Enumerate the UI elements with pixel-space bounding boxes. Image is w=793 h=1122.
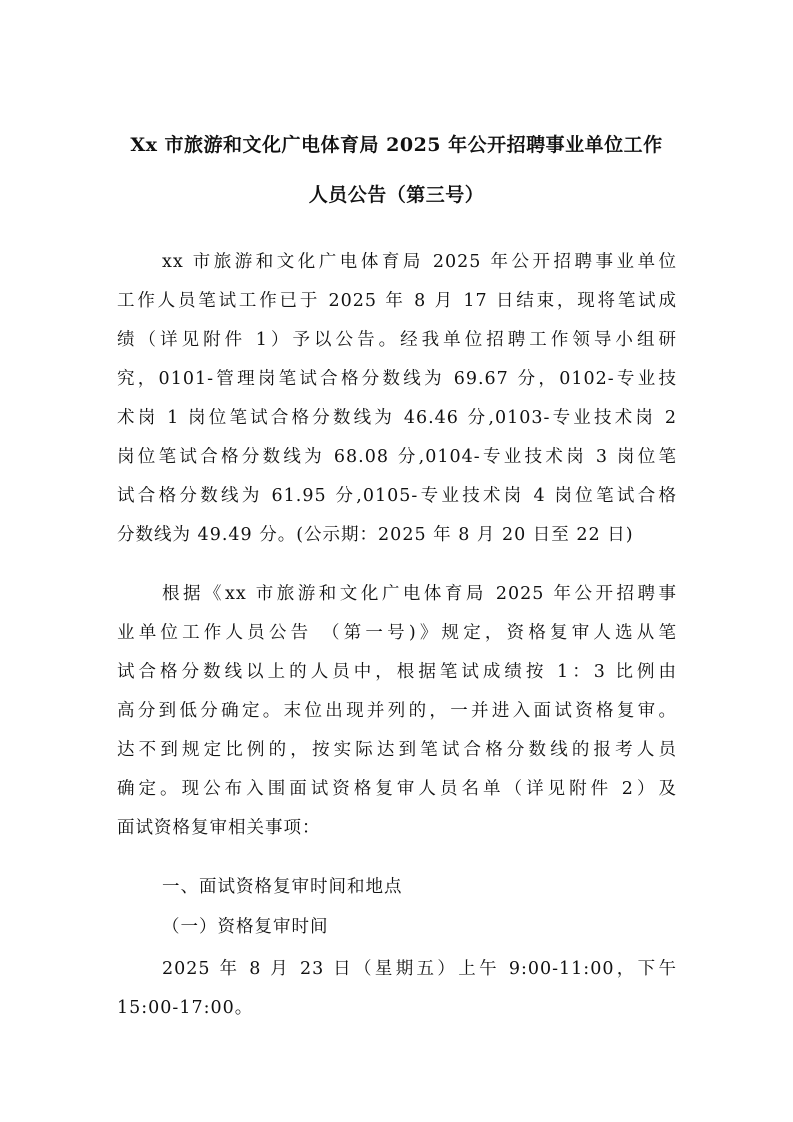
document-title-line-2: 人员公告（第三号） <box>308 184 485 206</box>
paragraph-line: 绩（详见附件 1）予以公告。经我单位招聘工作领导小组研 <box>117 330 677 350</box>
paragraph-regulation <box>117 575 677 848</box>
subsection-heading-text: （一）资格复审时间 <box>162 917 329 937</box>
section-heading-text: 一、面试资格复审时间和地点 <box>162 877 403 897</box>
paragraph-line: 根据《xx 市旅游和文化广电体育局 2025 年公开招聘事 <box>162 584 677 604</box>
paragraph-line: 业单位工作人员公告 （第一号)》规定，资格复审人选从笔 <box>117 623 677 643</box>
paragraph-line: 确定。现公布入围面试资格复审人员名单（详见附件 2）及 <box>117 779 677 799</box>
paragraph-line: 分数线为 49.49 分。(公示期：2025 年 8 月 20 日至 22 日) <box>117 525 634 545</box>
paragraph-announcement <box>117 243 677 555</box>
paragraph-line: 2025 年 8 月 23 日（星期五）上午 9:00-11:00，下午 <box>162 959 677 979</box>
paragraph-line: 15:00-17:00。 <box>117 998 254 1018</box>
paragraph-line: xx 市旅游和文化广电体育局 2025 年公开招聘事业单位 <box>162 252 677 272</box>
paragraph-review-time <box>117 950 677 1028</box>
paragraph-line: 岗位笔试合格分数线为 68.08 分,0104-专业技术岗 3 岗位笔 <box>117 447 677 467</box>
paragraph-line: 试合格分数线为 61.95 分,0105-专业技术岗 4 岗位笔试合格 <box>117 486 677 506</box>
paragraph-line: 术岗 1 岗位笔试合格分数线为 46.46 分,0103-专业技术岗 2 <box>117 408 677 428</box>
paragraph-line: 工作人员笔试工作已于 2025 年 8 月 17 日结束，现将笔试成 <box>117 291 677 311</box>
paragraph-line: 面试资格复审相关事项： <box>117 818 321 838</box>
paragraph-line: 达不到规定比例的，按实际达到笔试合格分数线的报考人员 <box>117 740 677 760</box>
paragraph-line: 试合格分数线以上的人员中，根据笔试成绩按 1：3 比例由 <box>117 662 677 682</box>
document-title-line-1: Xx 市旅游和文化广电体育局 2025 年公开招聘事业单位工作 <box>130 134 663 156</box>
paragraph-line: 究，0101-管理岗笔试合格分数线为 69.67 分，0102-专业技 <box>117 369 677 389</box>
paragraph-line: 高分到低分确定。末位出现并列的，一并进入面试资格复审。 <box>117 701 677 721</box>
section-heading-1 <box>117 868 677 907</box>
subsection-heading-1 <box>117 908 677 947</box>
